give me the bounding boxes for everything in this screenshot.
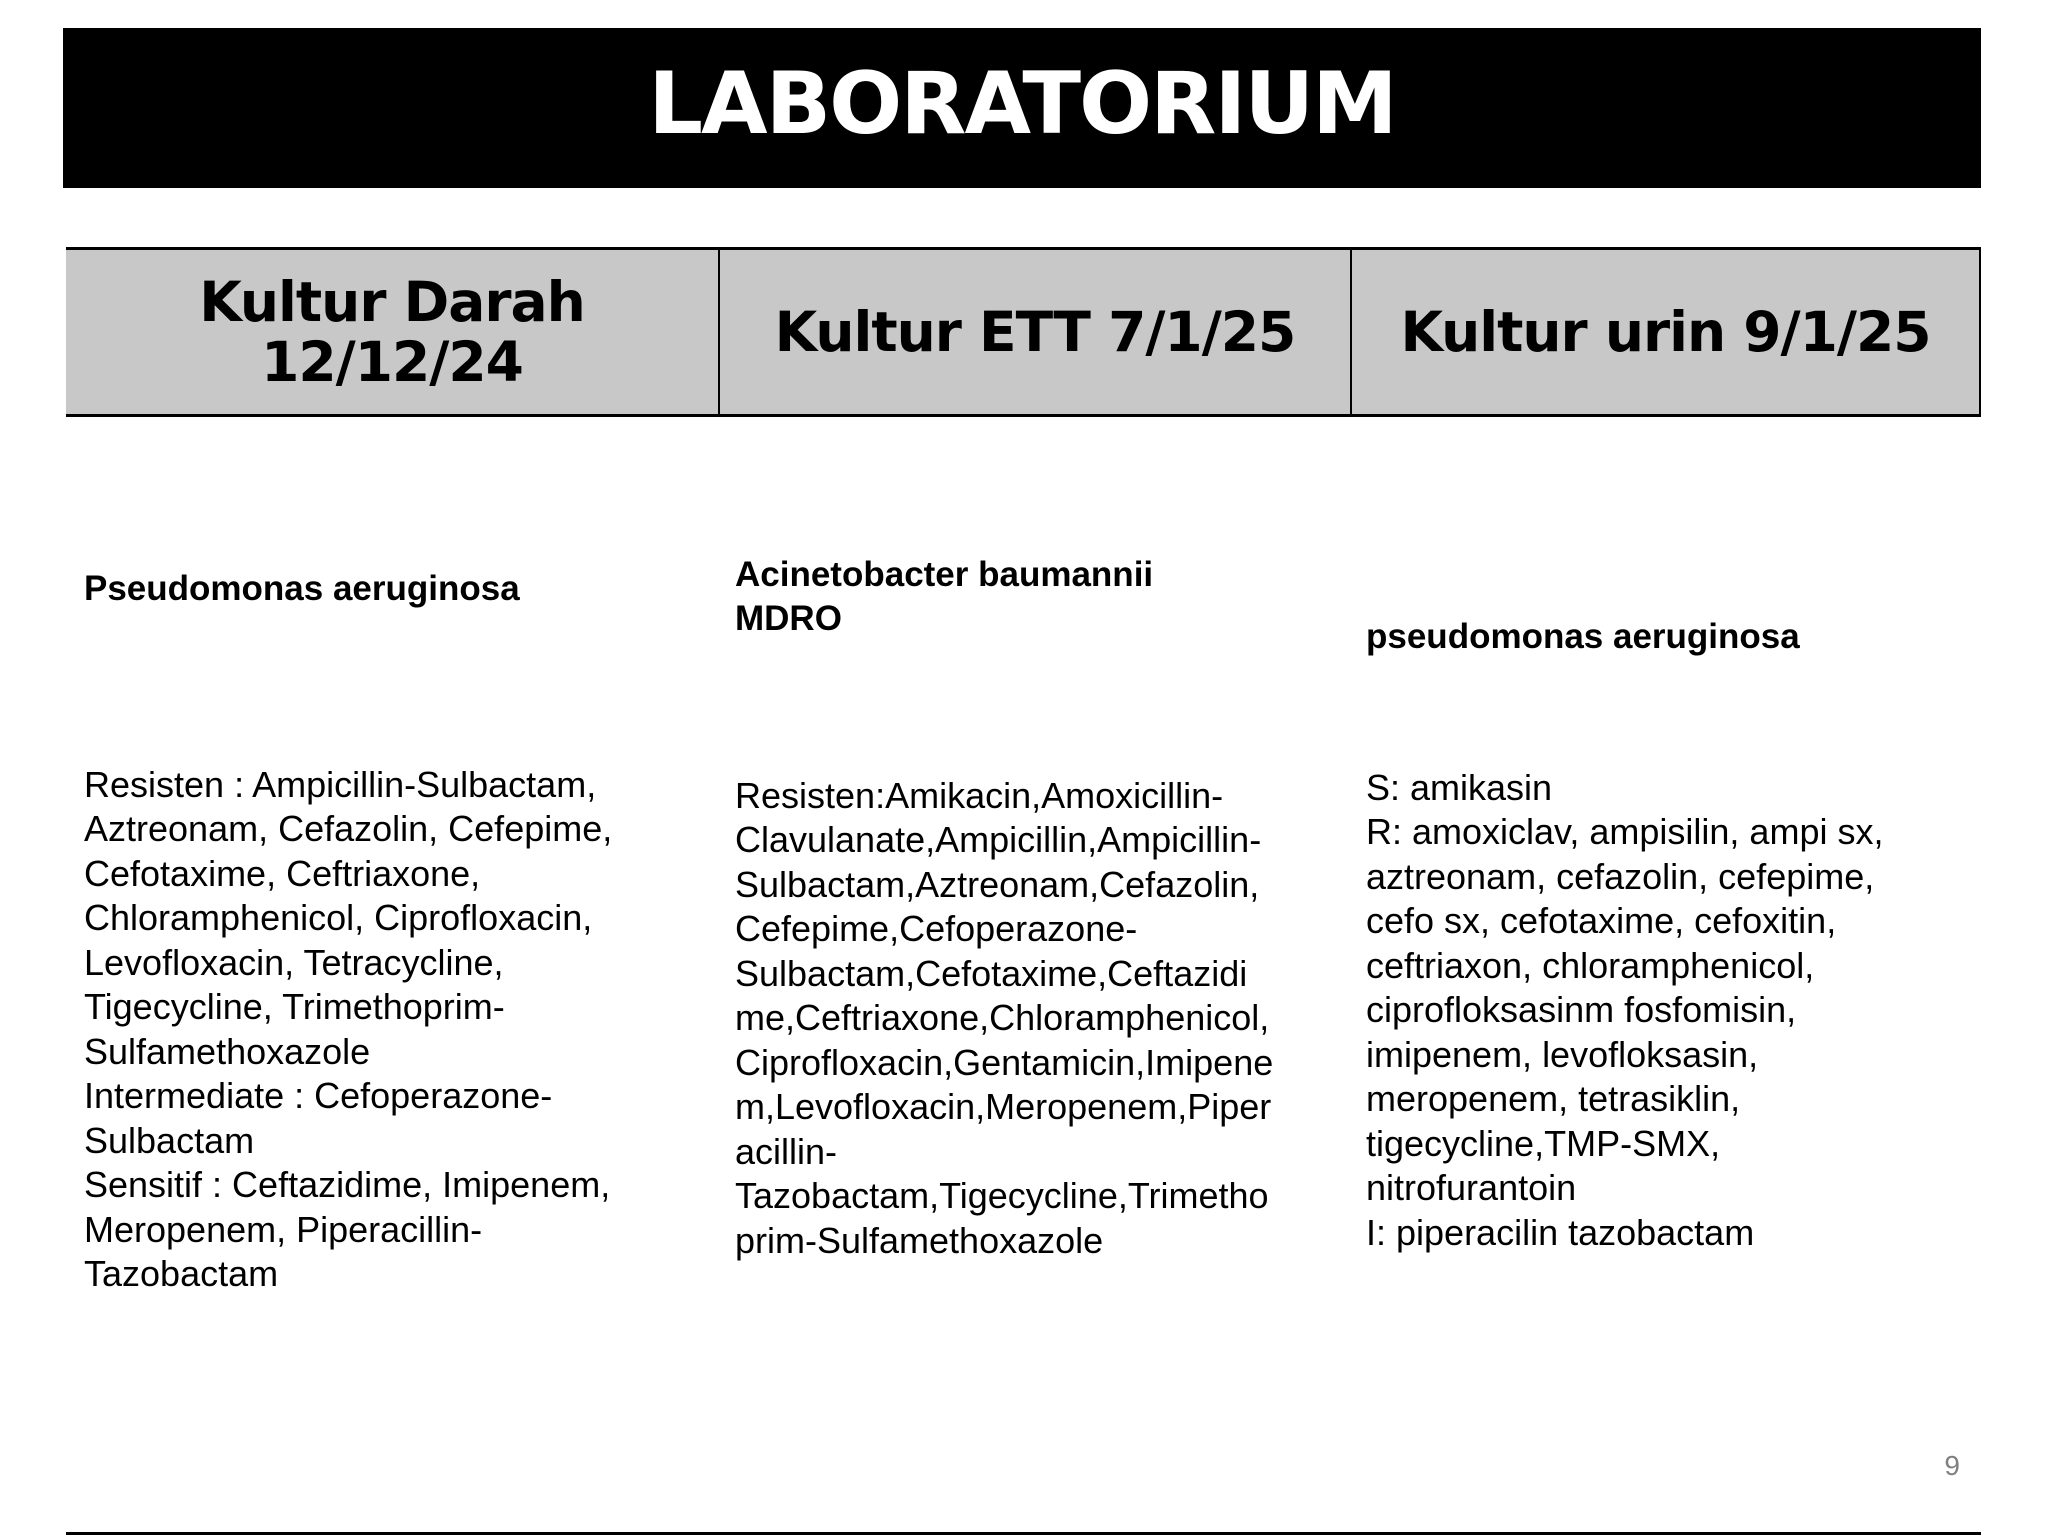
ett-culture-organism: Acinetobacter baumannii MDRO [735,554,1154,638]
title-banner [63,28,1981,188]
blood-culture-result [84,522,724,1341]
page-title: LABORATORIUM [648,54,1396,154]
urine-culture-result [1366,570,1986,1300]
culture-header-table [66,247,1981,417]
bottom-divider [66,1532,1981,1535]
urine-culture-organism: pseudomonas aeruginosa [1366,616,1800,656]
header-blood-culture: Kultur Darah 12/12/24 [199,270,585,394]
page-number: 9 [1944,1450,1960,1481]
ett-culture-result [735,508,1355,1308]
urine-culture-sensitivity: S: amikasin R: amoxiclav, ampisilin, ampi sx, aztreonam, cefazolin, cefepime, cefo sx, cefotaxime, cefoxitin, ceftriaxon, chloramphenicol, ciprofloksasinm fosfomisin, imipenem, levofloksasin, meropenem, tetrasiklin, tigecycline,TMP-SMX, nitrofurantoin I: piperacilin tazobactam [1366,766,1884,1253]
blood-culture-organism: Pseudomonas aeruginosa [84,568,520,608]
header-ett-culture: Kultur ETT 7/1/25 [718,250,1350,414]
header-urine-culture: Kultur urin 9/1/25 [1350,250,1981,414]
ett-culture-sensitivity: Resisten:Amikacin,Amoxicillin- Clavulanate,Ampicillin,Ampicillin- Sulbactam,Aztreonam,Cefazolin, Cefepime,Cefoperazone- Sulbactam,Cefotaxime,Ceftazidi me,Ceftriaxone,Chloramphenicol, Ciprofloxacin,Gentamicin,Imipene m,Levofloxacin,Meropenem,Piper acillin- Tazobactam,Tigecycline,Trimetho prim-Sulfamethoxazole [735,774,1274,1261]
blood-culture-sensitivity: Resisten : Ampicillin-Sulbactam, Aztreonam, Cefazolin, Cefepime, Cefotaxime, Ceftriaxone, Chloramphenicol, Ciprofloxacin, Levofloxacin, Tetracycline, Tigecycline, Trimethoprim- Sulfamethoxazole Intermediate : Cefoperazone- Sulbactam Sensitif : Ceftazidime, Imipenem, Meropenem, Piperacillin- Tazobactam [84,763,613,1294]
